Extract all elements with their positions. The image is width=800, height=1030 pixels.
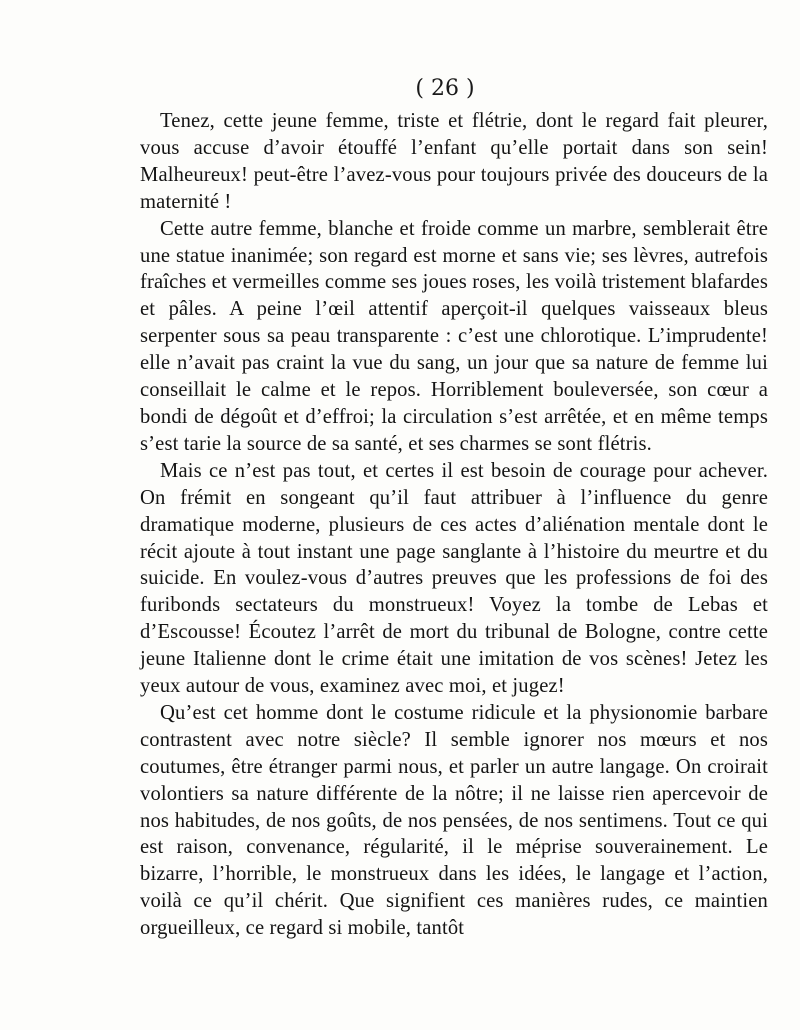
paragraph-4: Qu’est cet homme dont le costume ridicule et la physionomie barbare contrastent avec notre siècle? Il semble ignorer nos mœurs et nos coutumes, être étranger parmi nous, et parler un autre langage. On croirait volontiers sa nature différente de la nôtre; il ne laisse rien apercevoir de nos habitudes, de nos goûts, de nos pensées, de nos sentimens. Tout ce qui est raison, convenance, régularité, il le méprise souverainement. Le bizarre, l’horrible, le monstrueux dans les idées, le langage et l’action, voilà ce qu’il chérit. Que signifient ces manières rudes, ce maintien orgueilleux, ce regard si mobile, tantôt (140, 701, 768, 940)
body-text (140, 108, 768, 942)
page-number: ( 26 ) (415, 76, 475, 101)
paragraph-3: Mais ce n’est pas tout, et certes il est besoin de courage pour achever. On frémit en songeant qu’il faut attribuer à l’influence du genre dramatique moderne, plusieurs de ces actes d’aliénation mentale dont le récit ajoute à tout instant une page sanglante à l’histoire du meurtre et du suicide. En voulez-vous d’autres preuves que les professions de foi des furibonds sectateurs du monstrueux! Voyez la tombe de Lebas et d’Escousse! Écoutez l’arrêt de mort du tribunal de Bologne, contre cette jeune Italienne dont le crime était une imitation de vos scènes! Jetez les yeux autour de vous, examinez avec moi, et jugez! (140, 459, 768, 698)
paragraph-2: Cette autre femme, blanche et froide comme un marbre, semblerait être une statue inanimée; son regard est morne et sans vie; ses lèvres, autrefois fraîches et vermeilles comme ses joues roses, les voilà tristement blafardes et pâles. A peine l’œil attentif aperçoit-il quelques vaisseaux bleus serpenter sous sa peau transparente : c’est une chlorotique. L’imprudente! elle n’avait pas craint la vue du sang, un jour que sa nature de femme lui conseillait le calme et le repos. Horriblement bouleversée, son cœur a bondi de dégoût et d’effroi; la circulation s’est arrêtée, et en même temps s’est tarie la source de sa santé, et ses charmes se sont flétris. (140, 217, 768, 455)
paragraph-1: Tenez, cette jeune femme, triste et flétrie, dont le regard fait pleurer, vous accuse d’avoir étouffé l’enfant qu’elle portait dans son sein! Malheureux! peut-être l’avez-vous pour toujours privée des douceurs de la maternité ! (140, 110, 768, 213)
